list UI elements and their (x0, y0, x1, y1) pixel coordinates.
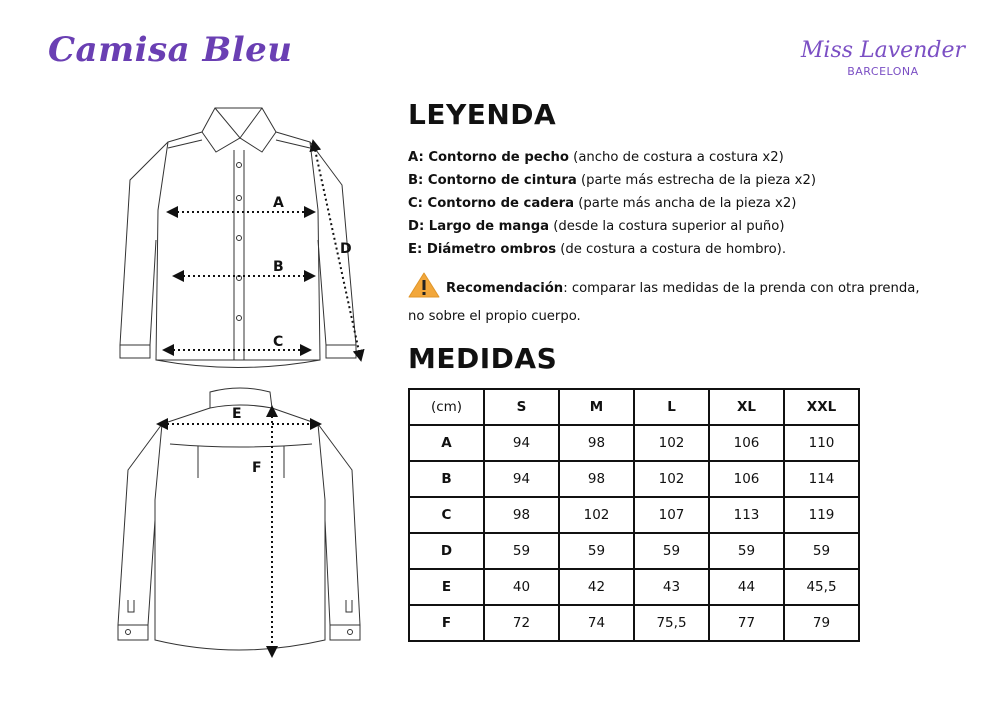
legend-desc: (desde la costura superior al puño) (549, 219, 785, 234)
legend-key: A: Contorno de pecho (408, 150, 569, 165)
table-cell: 102 (634, 461, 709, 497)
diagram-label-A: A (273, 195, 284, 211)
row-header: E (409, 569, 484, 605)
legend-item (408, 215, 968, 238)
table-cell: 42 (559, 569, 634, 605)
warning-icon (408, 272, 440, 306)
measures-table (408, 388, 860, 642)
table-row (409, 497, 859, 533)
table-row (409, 461, 859, 497)
row-header: C (409, 497, 484, 533)
legend-item (408, 146, 968, 169)
legend-desc: (parte más estrecha de la pieza x2) (576, 173, 817, 188)
table-cell: 79 (784, 605, 859, 641)
measures-title: MEDIDAS (408, 342, 558, 375)
legend-key: B: Contorno de cintura (408, 173, 577, 188)
legend-item (408, 169, 968, 192)
table-row (409, 569, 859, 605)
table-cell: 110 (784, 425, 859, 461)
table-header-row (409, 389, 859, 425)
legend-desc: (de costura a costura de hombro). (556, 242, 787, 257)
table-cell: 77 (709, 605, 784, 641)
table-cell: 74 (559, 605, 634, 641)
legend-key: D: Largo de manga (408, 219, 550, 234)
table-cell: 98 (559, 461, 634, 497)
table-cell: 59 (484, 533, 559, 569)
shirt-back-drawing (118, 388, 360, 650)
table-cell: 75,5 (634, 605, 709, 641)
table-row (409, 533, 859, 569)
recommendation-text: : comparar las medidas de la prenda con otra prenda, no sobre el propio cuerpo. (408, 281, 920, 324)
row-header: B (409, 461, 484, 497)
table-row (409, 425, 859, 461)
table-cell: 40 (484, 569, 559, 605)
table-cell: 113 (709, 497, 784, 533)
table-cell: 114 (784, 461, 859, 497)
table-cell: 98 (559, 425, 634, 461)
table-cell: 59 (559, 533, 634, 569)
legend-desc: (ancho de costura a costura x2) (568, 150, 784, 165)
table-cell: 106 (709, 425, 784, 461)
legend-title: LEYENDA (408, 98, 557, 131)
row-header: A (409, 425, 484, 461)
table-cell: 44 (709, 569, 784, 605)
table-cell: 119 (784, 497, 859, 533)
measure-line-D (314, 145, 360, 356)
legend-key: E: Diámetro ombros (408, 242, 557, 257)
unit-header: (cm) (409, 389, 484, 425)
table-cell: 102 (559, 497, 634, 533)
recommendation (408, 272, 928, 328)
brand-city: BARCELONA (847, 65, 919, 78)
row-header: D (409, 533, 484, 569)
diagram-label-E: E (232, 406, 242, 422)
legend-key: C: Contorno de cadera (408, 196, 575, 211)
legend-desc: (parte más ancha de la pieza x2) (574, 196, 797, 211)
table-cell: 59 (634, 533, 709, 569)
size-header: S (484, 389, 559, 425)
diagram-label-D: D (340, 241, 352, 257)
table-cell: 98 (484, 497, 559, 533)
legend-item (408, 238, 968, 261)
table-cell: 107 (634, 497, 709, 533)
table-cell: 94 (484, 425, 559, 461)
size-header: XL (709, 389, 784, 425)
table-cell: 102 (634, 425, 709, 461)
size-header: L (634, 389, 709, 425)
size-header: M (559, 389, 634, 425)
table-row (409, 605, 859, 641)
table-cell: 43 (634, 569, 709, 605)
table-cell: 45,5 (784, 569, 859, 605)
legend-list (408, 146, 968, 261)
size-header: XXL (784, 389, 859, 425)
brand-logo-left: Camisa Bleu (48, 30, 293, 70)
table-cell: 59 (784, 533, 859, 569)
table-cell: 106 (709, 461, 784, 497)
table-cell: 72 (484, 605, 559, 641)
recommendation-label: Recomendación (446, 281, 564, 296)
table-cell: 59 (709, 533, 784, 569)
diagram-label-F: F (252, 460, 262, 476)
shirt-front-drawing (120, 108, 356, 368)
diagram-label-B: B (273, 259, 284, 275)
table-cell: 94 (484, 461, 559, 497)
brand-name: Miss Lavender (800, 38, 965, 63)
row-header: F (409, 605, 484, 641)
legend-item (408, 192, 968, 215)
diagram-label-C: C (273, 334, 284, 350)
